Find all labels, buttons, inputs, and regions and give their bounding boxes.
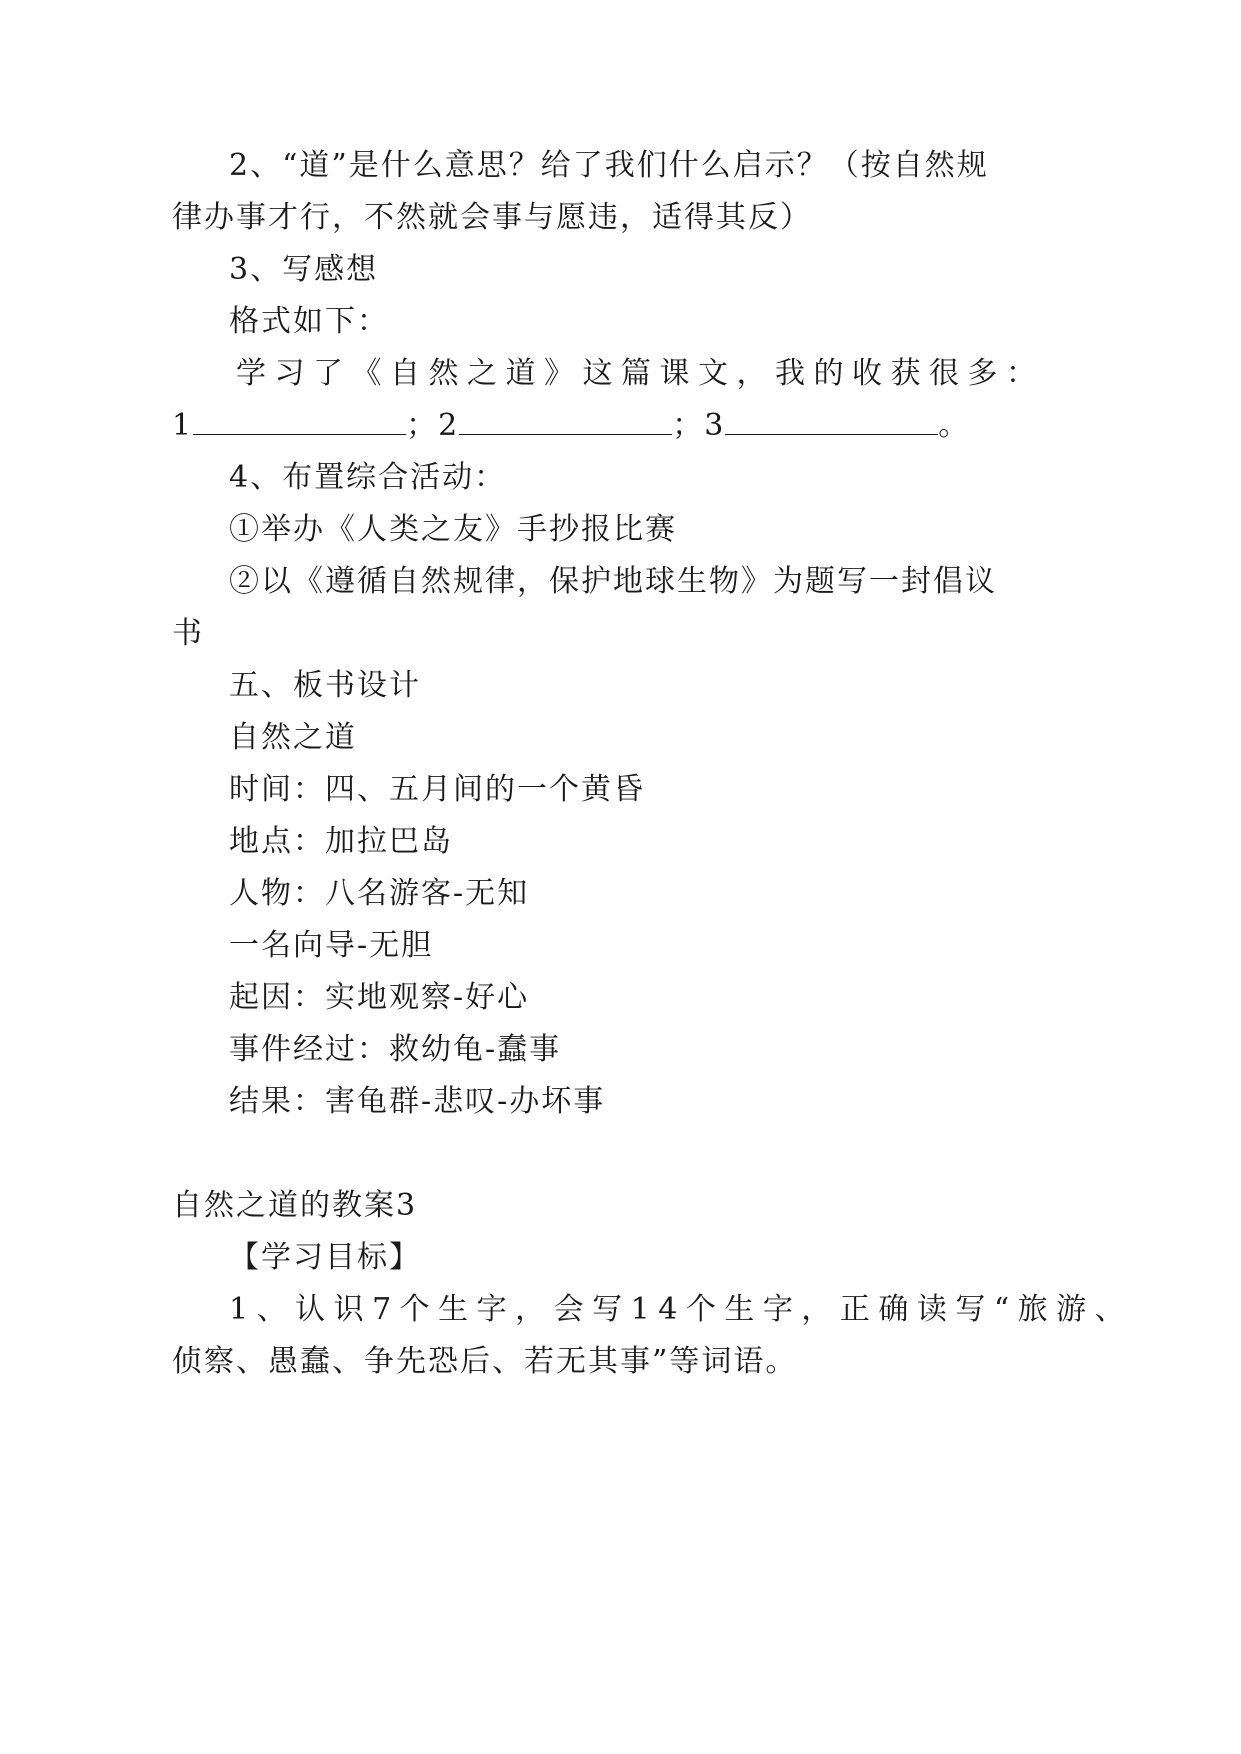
board-cause: 起因：实地观察-好心 — [229, 980, 530, 1015]
question-3: 3、写感想 — [229, 252, 379, 287]
question-2-line-1: 2、“道”是什么意思？给了我们什么启示？（按自然规 — [229, 148, 989, 183]
blank-separator-2: ； — [672, 408, 705, 443]
fill-in-blank-3 — [725, 408, 938, 435]
board-process: 事件经过：救幼龟-蠢事 — [229, 1032, 562, 1067]
board-people: 人物：八名游客-无知 — [229, 876, 530, 911]
activity-1: ①举办《人类之友》手抄报比赛 — [229, 512, 677, 547]
board-design-heading: 五、板书设计 — [229, 668, 421, 703]
blank-end-mark: 。 — [938, 408, 971, 443]
reflection-template-line: 学习了《自然之道》这篇课文，我的收获很多： — [236, 356, 1045, 391]
reflection-blanks-line — [172, 406, 970, 446]
blank-3-number: 3 — [704, 408, 726, 443]
activity-2-line-1: ②以《遵循自然规律，保护地球生物》为题写一封倡议 — [229, 564, 997, 599]
board-time: 时间：四、五月间的一个黄昏 — [229, 772, 645, 807]
blank-separator-1: ； — [406, 408, 439, 443]
fill-in-blank-1 — [193, 408, 406, 435]
blank-1-number: 1 — [172, 408, 194, 443]
board-result: 结果：害龟群-悲叹-办坏事 — [229, 1084, 606, 1119]
objective-1-line-1: 1、认识7个生字，会写14个生字，正确读写“旅游、 — [229, 1292, 1134, 1327]
question-2-line-2: 律办事才行，不然就会事与愿违，适得其反） — [172, 200, 812, 235]
fill-in-blank-2 — [459, 408, 672, 435]
board-guide: 一名向导-无胆 — [229, 928, 434, 963]
board-place: 地点：加拉巴岛 — [229, 824, 453, 859]
board-design-title: 自然之道 — [229, 720, 357, 755]
blank-2-number: 2 — [438, 408, 460, 443]
question-4: 4、布置综合活动： — [229, 460, 507, 495]
format-label: 格式如下： — [229, 304, 389, 339]
activity-2-line-2: 书 — [172, 616, 204, 651]
objective-1-line-2: 侦察、愚蠢、争先恐后、若无其事”等词语。 — [172, 1344, 798, 1379]
learning-objectives-heading: 【学习目标】 — [229, 1240, 421, 1275]
lesson-3-title: 自然之道的教案3 — [172, 1188, 418, 1223]
